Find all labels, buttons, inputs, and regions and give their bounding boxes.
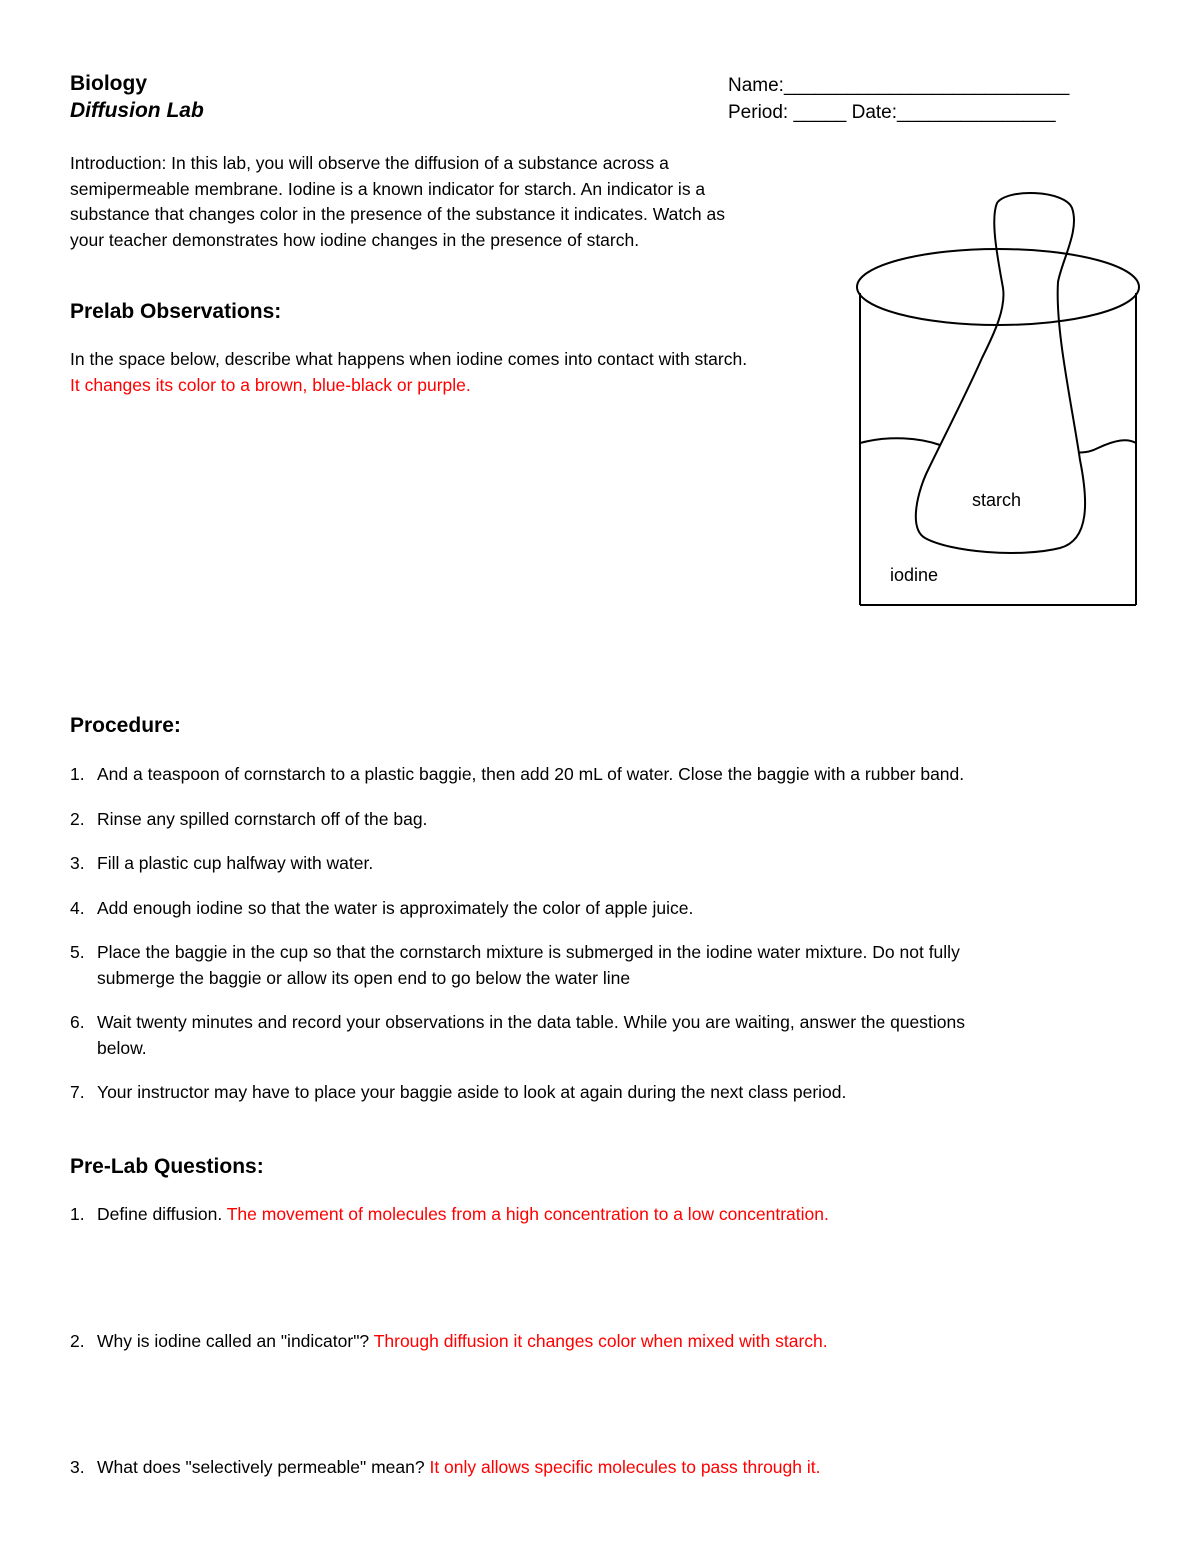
prelab-question-1 — [70, 1202, 1150, 1228]
question-text: Define diffusion. — [97, 1204, 227, 1224]
step-number: 5. — [70, 942, 85, 962]
procedure-step — [70, 762, 1150, 788]
question-text: What does "selectively permeable" mean? — [97, 1457, 430, 1477]
lab-title: Diffusion Lab — [70, 99, 204, 122]
procedure-step — [70, 851, 1150, 877]
prelab-question-3 — [70, 1455, 1150, 1481]
prelab-observations-body — [70, 347, 850, 398]
step-text: Place the baggie in the cup so that the cornstarch mixture is submerged in the iodine water mixture. Do not fully — [97, 942, 960, 962]
step-text: Add enough iodine so that the water is approximately the color of apple juice. — [97, 897, 694, 918]
intro-line: substance that changes color in the presence of the substance it indicates. Watch as — [70, 204, 726, 224]
procedure-step — [70, 1010, 1150, 1061]
step-number: 3. — [70, 853, 85, 873]
procedure-step — [70, 940, 1150, 991]
iodine-label: iodine — [890, 565, 939, 585]
step-text: Your instructor may have to place your baggie aside to look at again during the next class period. — [97, 1082, 847, 1102]
procedure-step — [70, 807, 1150, 833]
step-number: 1. — [70, 764, 85, 784]
course-title: Biology — [70, 72, 147, 95]
question-answer: The movement of molecules from a high concentration to a low concentration. — [226, 1204, 829, 1224]
question-answer: It only allows specific molecules to pass through it. — [429, 1457, 821, 1477]
prelab-questions-heading: Pre-Lab Questions: — [70, 1155, 264, 1178]
step-text: below. — [97, 1037, 147, 1058]
procedure-step — [70, 896, 1150, 922]
diffusion-diagram — [850, 190, 1150, 615]
step-text: Rinse any spilled cornstarch off of the bag. — [97, 808, 428, 829]
starch-label: starch — [972, 490, 1022, 510]
observation-prompt: In the space below, describe what happens when iodine comes into contact with starch. — [70, 349, 748, 369]
period-date-field: Period: _____ Date:_______________ — [728, 102, 1056, 123]
question-number: 1. — [70, 1204, 85, 1224]
step-text: submerge the baggie or allow its open end to go below the water line — [97, 967, 631, 988]
prelab-observations-heading: Prelab Observations: — [70, 300, 282, 323]
intro-line: your teacher demonstrates how iodine changes in the presence of starch. — [70, 229, 640, 250]
intro-line: Introduction: In this lab, you will observe the diffusion of a substance across a — [70, 153, 669, 173]
procedure-step — [70, 1080, 1150, 1106]
observation-answer: It changes its color to a brown, blue-black or purple. — [70, 374, 471, 395]
step-number: 7. — [70, 1082, 85, 1102]
step-number: 6. — [70, 1012, 85, 1032]
name-field: Name:___________________________ — [728, 75, 1070, 96]
question-number: 3. — [70, 1457, 85, 1477]
introduction — [70, 151, 830, 253]
procedure-list — [70, 762, 1150, 1106]
step-text: And a teaspoon of cornstarch to a plastic baggie, then add 20 mL of water. Close the baggie with a rubber band. — [97, 764, 965, 784]
question-text: Why is iodine called an "indicator"? — [97, 1331, 374, 1351]
question-answer: Through diffusion it changes color when mixed with starch. — [373, 1331, 828, 1351]
prelab-question-2 — [70, 1329, 1150, 1355]
question-number: 2. — [70, 1331, 85, 1351]
intro-line: semipermeable membrane. Iodine is a known indicator for starch. An indicator is a — [70, 178, 706, 199]
step-text: Wait twenty minutes and record your observations in the data table. While you are waiting, answer the questions — [97, 1012, 966, 1032]
procedure-heading: Procedure: — [70, 714, 181, 737]
step-text: Fill a plastic cup halfway with water. — [97, 853, 374, 873]
step-number: 4. — [70, 897, 85, 918]
step-number: 2. — [70, 808, 85, 829]
